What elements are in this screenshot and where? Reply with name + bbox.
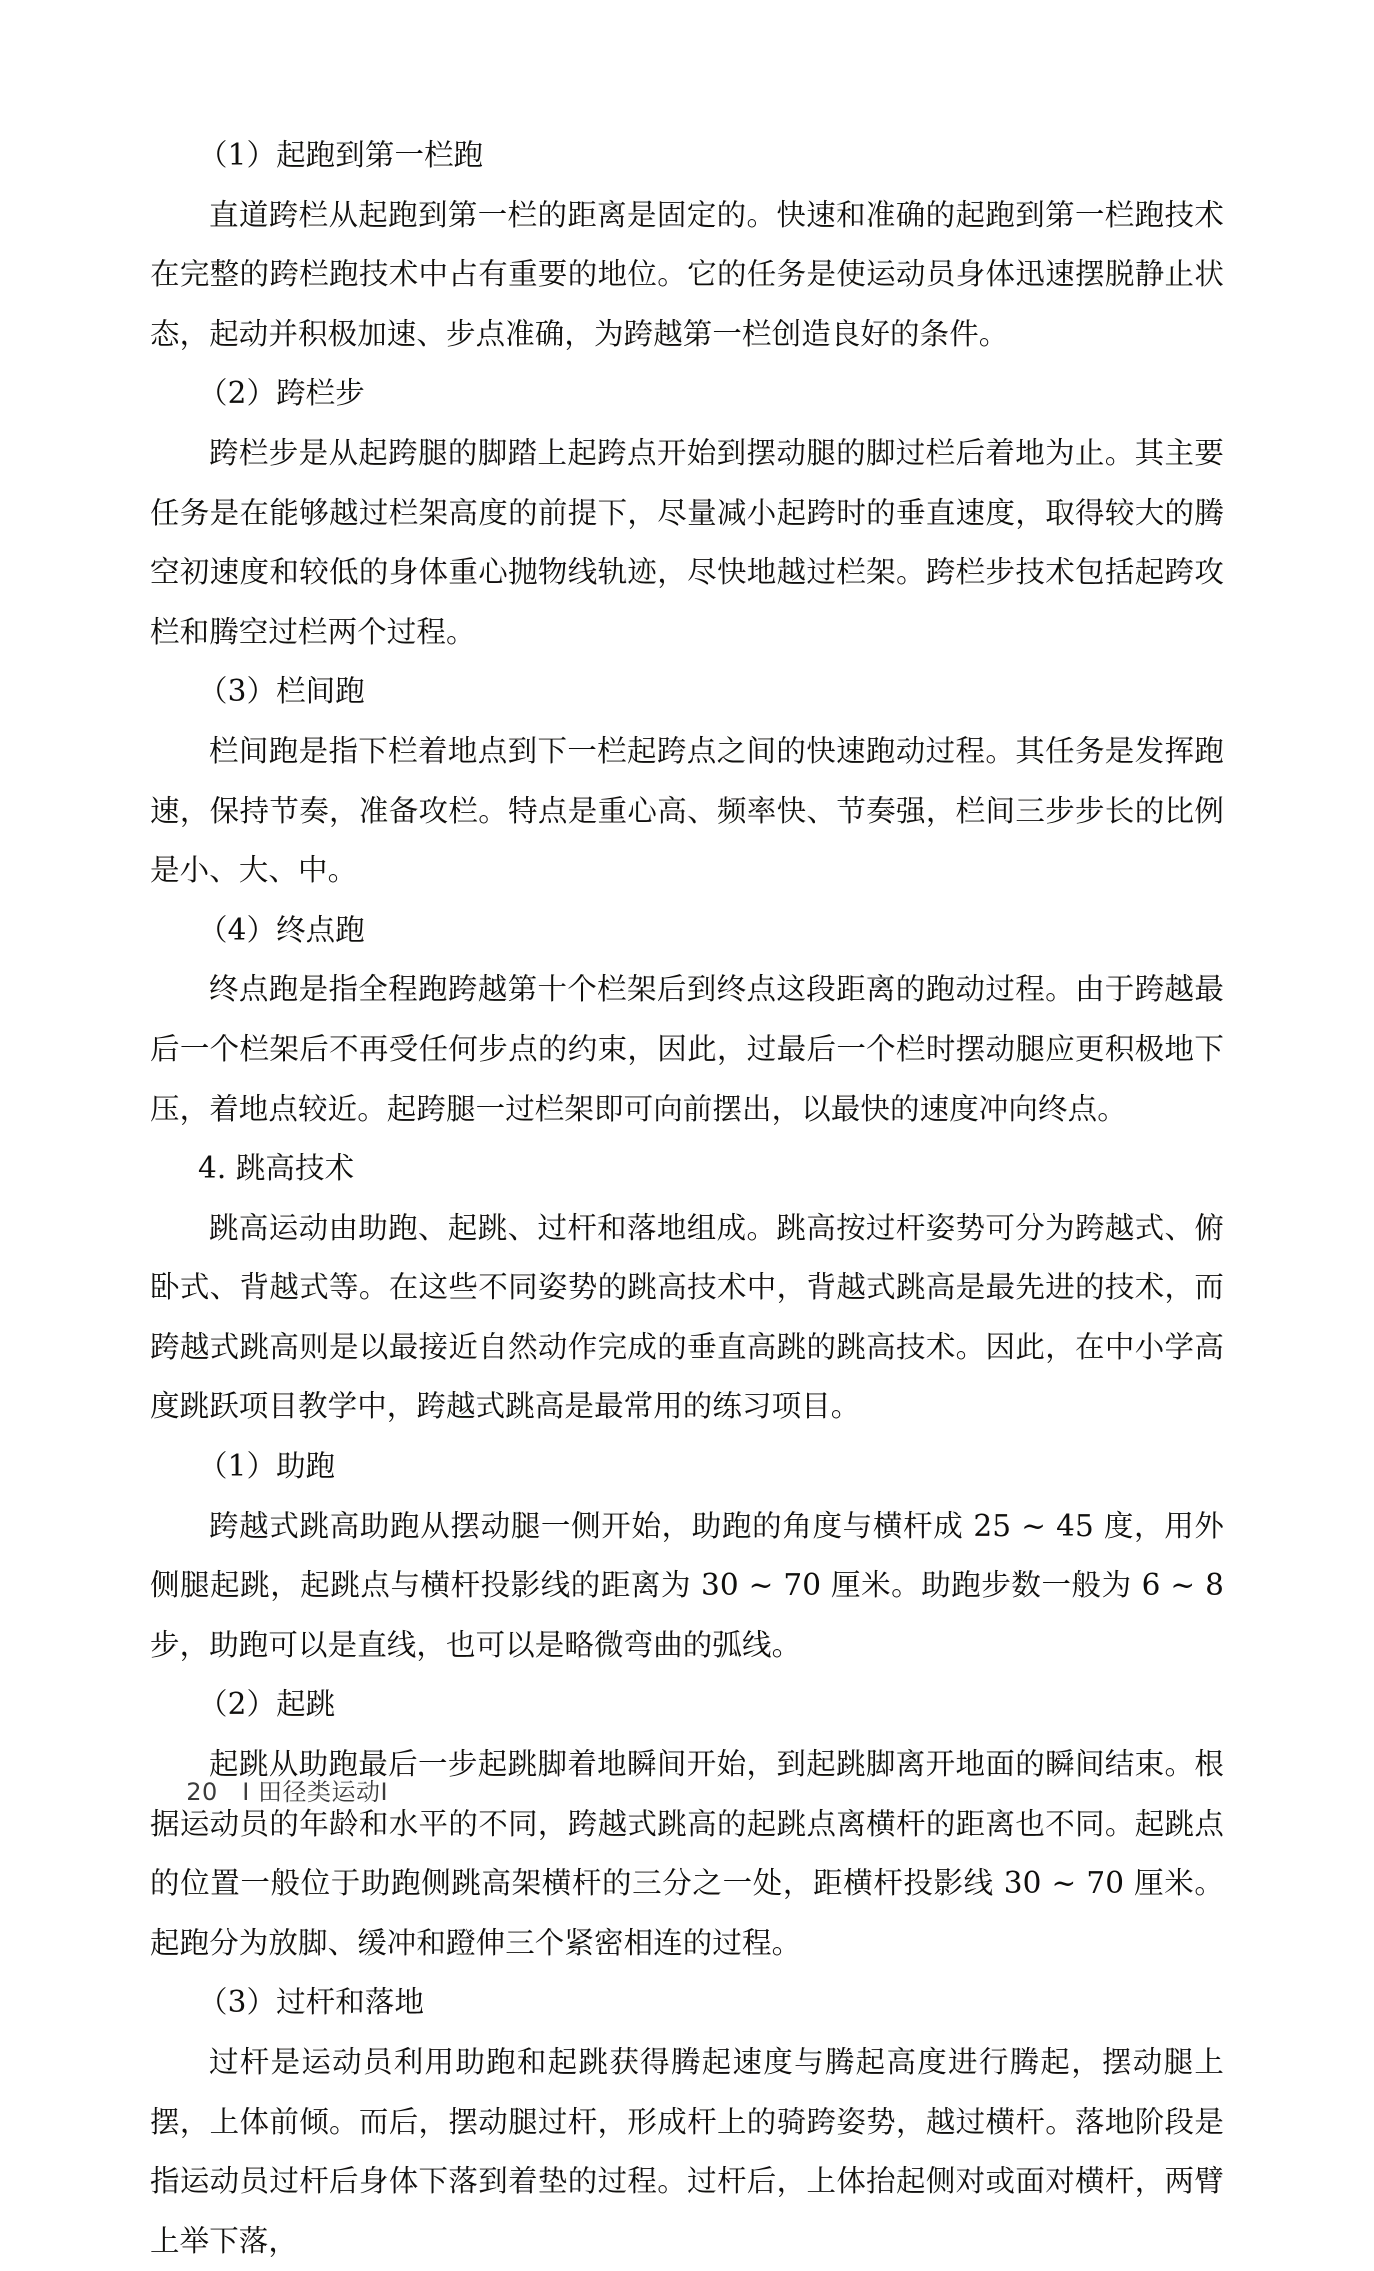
- heading-bar-clearance-and-landing: （3）过杆和落地: [198, 1985, 425, 2020]
- paragraph-hurdle-clearance-step: 跨栏步是从起跨腿的脚踏上起跨点开始到摆动腿的脚过栏后着地为止。其主要任务是在能够越过栏架高度的前提下，尽量减小起跨时的垂直速度，取得较大的腾空初速度和较低的身体重心抛物线轨迹，尽快地越过栏架。跨栏步技术包括起跨攻栏和腾空过栏两个过程。: [150, 435, 1224, 649]
- heading-finish-run: （4）终点跑: [198, 912, 365, 947]
- heading-hurdle-clearance-step: （2）跨栏步: [198, 376, 365, 411]
- paragraph-takeoff: 起跳从助跑最后一步起跳脚着地瞬间开始，到起跳脚离开地面的瞬间结束。根据运动员的年龄和水平的不同，跨越式跳高的起跳点离横杆的距离也不同。起跳点的位置一般位于助跑侧跳高架横杆的三分之一处，距横杆投影线 30 ~ 70 厘米。起跑分为放脚、缓冲和蹬伸三个紧密相连的过程。: [150, 1747, 1224, 1960]
- paragraph-approach-run: 跨越式跳高助跑从摆动腿一侧开始，助跑的角度与横杆成 25 ~ 45 度，用外侧腿起跳，起跳点与横杆投影线的距离为 30 ~ 70 厘米。助跑步数一般为 6 ~ 8 步，助跑可以是直线，也可以是略微弯曲的弧线。: [150, 1508, 1224, 1662]
- paragraph-between-hurdles-run: 栏间跑是指下栏着地点到下一栏起跨点之间的快速跑动过程。其任务是发挥跑速，保持节奏，准备攻栏。特点是重心高、频率快、节奏强，栏间三步步长的比例是小、大、中。: [150, 733, 1224, 888]
- heading-between-hurdles-run: （3）栏间跑: [198, 674, 365, 709]
- heading-takeoff: （2）起跳: [198, 1687, 336, 1722]
- paragraph-finish-run: 终点跑是指全程跑跨越第十个栏架后到终点这段距离的跑动过程。由于跨越最后一个栏架后不再受任何步点的约束，因此，过最后一个栏时摆动腿应更积极地下压，着地点较近。起跨腿一过栏架即可向前摆出，以最快的速度冲向终点。: [150, 972, 1224, 1126]
- heading-approach-run: （1）助跑: [198, 1449, 336, 1484]
- paragraph-start-to-first-hurdle: 直道跨栏从起跑到第一栏的距离是固定的。快速和准确的起跑到第一栏跑技术在完整的跨栏跑技术中占有重要的地位。它的任务是使运动员身体迅速摆脱静止状态，起动并积极加速、步点准确，为跨越第一栏创造良好的条件。: [150, 197, 1224, 351]
- heading-start-to-first-hurdle: （1）起跑到第一栏跑: [198, 138, 484, 172]
- heading-high-jump-technique: 4. 跳高技术: [198, 1151, 355, 1186]
- paragraph-bar-clearance-and-landing: 过杆是运动员利用助跑和起跳获得腾起速度与腾起高度进行腾起，摆动腿上摆，上体前倾。而后，摆动腿过杆，形成杆上的骑跨姿势，越过横杆。落地阶段是指运动员过杆后身体下落到着垫的过程。过杆后，上体抬起侧对或面对横杆，两臂上举下落，: [150, 2045, 1224, 2258]
- page-footer: [155, 1746, 388, 1833]
- page-number: 20 Ⅰ 田径类运动Ⅰ: [186, 1778, 389, 1806]
- page-body-text: [150, 126, 1224, 2271]
- paragraph-high-jump-technique: 跳高运动由助跑、起跳、过杆和落地组成。跳高按过杆姿势可分为跨越式、俯卧式、背越式等。在这些不同姿势的跳高技术中，背越式跳高是最先进的技术，而跨越式跳高则是以最接近自然动作完成的垂直高跳的跳高技术。因此，在中小学高度跳跃项目教学中，跨越式跳高是最常用的练习项目。: [150, 1210, 1224, 1424]
